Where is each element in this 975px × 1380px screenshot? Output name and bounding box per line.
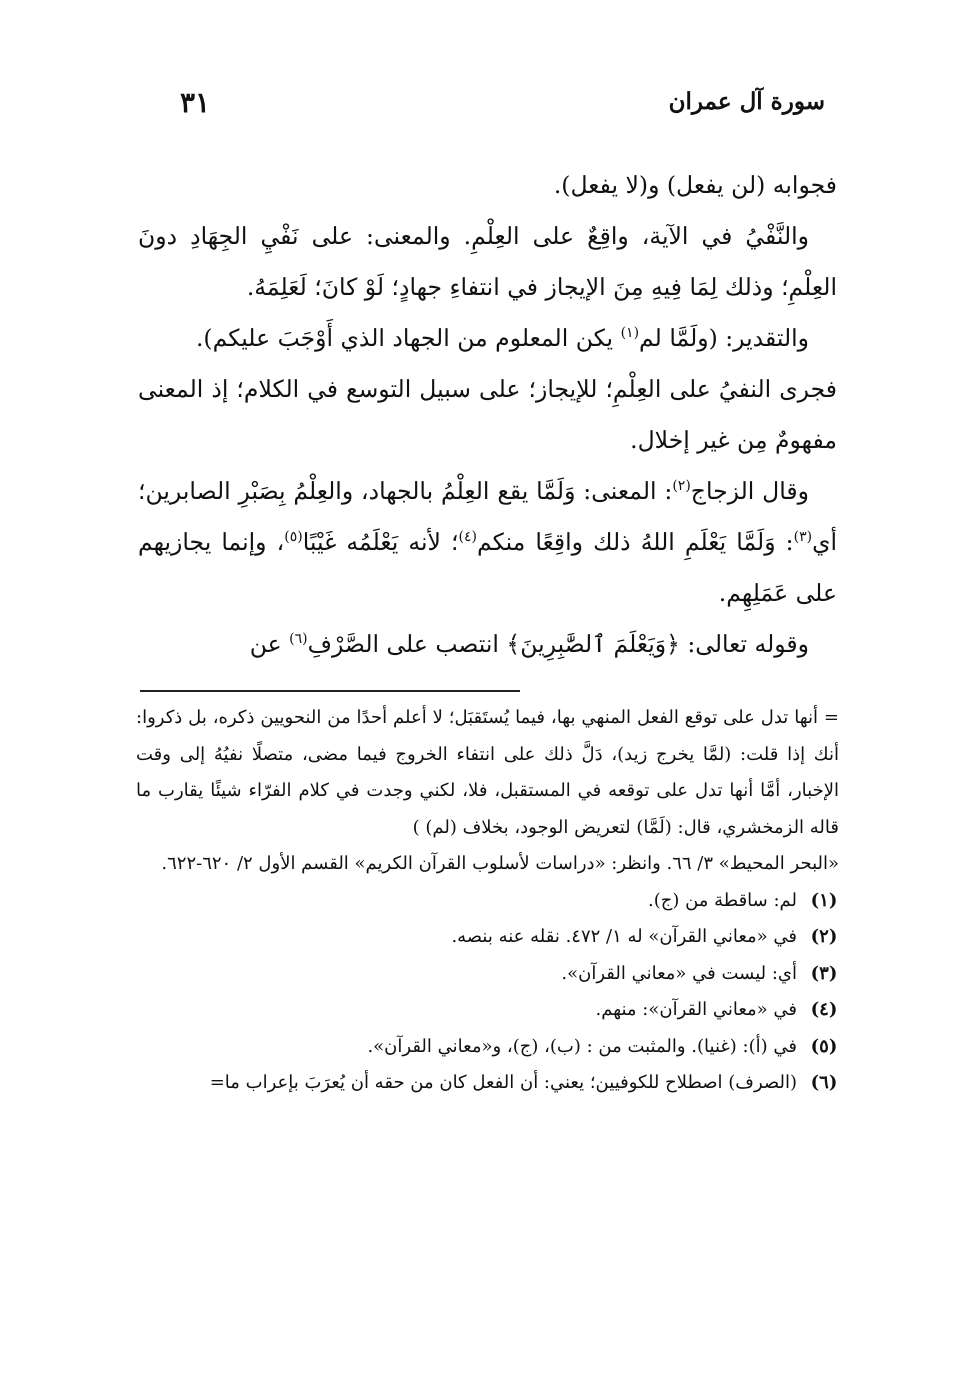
paragraph-5 xyxy=(138,466,837,619)
footnote-ref-1: (١) xyxy=(620,325,640,342)
paragraph-5-text-e: ، وإنما يجازيهم على عَمَلِهِم. xyxy=(138,528,837,607)
footnote-number: (٢) xyxy=(810,926,838,947)
paragraph-1: فجوابه (لن يفعل) و(لا يفعل). xyxy=(553,171,837,199)
footnote-ref-4: (٤) xyxy=(458,529,477,546)
paragraph-6 xyxy=(138,619,837,670)
footnote-text: أي: ليست في «معاني القرآن». xyxy=(561,962,797,984)
footnote-ref-2: (٢) xyxy=(672,478,691,495)
footnote-text: لم: ساقطة من (ج). xyxy=(647,889,797,911)
footnote-ref-5: (٥) xyxy=(284,529,303,546)
footnote-text: في «معاني القرآن» له ١/ ٤٧٢. نقله عنه بنصه. xyxy=(451,926,797,947)
paragraph-3-text-a: والتقدير: (ولَمَّا لم xyxy=(639,324,809,352)
main-text xyxy=(138,160,837,670)
footnote-text: في «معاني القرآن»: منهم. xyxy=(595,999,797,1020)
footnote-number: (٦) xyxy=(810,1072,838,1093)
paragraph-5-text-d: ؛ لأنه يَعْلَمُه غَيْبًا xyxy=(302,528,459,556)
footnote-number: (٤) xyxy=(810,999,838,1020)
paragraph-4: فجرى النفيُ على العِلْمِ؛ للإيجاز؛ على سبيل التوسع في الكلام؛ إذ المعنى مفهومٌ مِن غير إخلال. xyxy=(138,375,837,454)
page-number: ٣١ xyxy=(180,86,211,119)
footnote-item xyxy=(136,956,839,993)
footnote-item xyxy=(136,1029,839,1066)
footnote-reference: «البحر المحيط» ٣/ ٦٦. وانظر: «دراسات لأسلوب القرآن الكريم» القسم الأول ٢/ ٦٢٠-٦٢٢. xyxy=(161,853,839,874)
footnote-number: (٣) xyxy=(810,962,838,984)
footnote-ref-6: (٦) xyxy=(289,631,308,648)
paragraph-5-text-c: : وَلَمَّا يَعْلَمِ اللهُ ذلك واقِعًا منكم xyxy=(477,528,794,556)
page-header xyxy=(150,86,825,126)
footnote-item xyxy=(136,919,839,956)
footnote-number: (٥) xyxy=(810,1035,838,1057)
footnotes xyxy=(136,700,839,1102)
footnote-text: في (أ): (غنيا). والمثبت من : (ب)، (ج)، و«معاني القرآن». xyxy=(367,1035,797,1057)
footnote-divider xyxy=(140,690,520,692)
footnote-item xyxy=(136,1065,839,1102)
footnote-item xyxy=(136,992,839,1029)
paragraph-2: والنَّفْيُ في الآية، واقِعٌ على العِلْمِ. والمعنى: على نَفْيِ الجِهَادِ دونَ العِلْمِ؛ وذلك لِمَا فِيهِ مِنَ الإيجاز في انتفاءِ جهادٍ؛ لَوْ كانَ؛ لَعَلِمَهُ. xyxy=(138,222,837,301)
paragraph-6-text-a: وقوله تعالى: ﴿وَيَعْلَمَ ٱلصَّٰبِرِينَ﴾ انتصب على الصَّرْفِ xyxy=(307,630,809,658)
surah-title: سورة آل عمران xyxy=(668,88,825,115)
paragraph-3 xyxy=(138,313,837,364)
paragraph-6-text-b: عن xyxy=(249,630,290,658)
footnote-text: (الصرف) اصطلاح للكوفيين؛ يعني: أن الفعل كان من حقه أن يُعرَبَ بإعراب ما= xyxy=(209,1072,797,1093)
paragraph-3-text-b: يكن المعلوم من الجهاد الذي أَوْجَبَ عليكم). xyxy=(195,324,621,352)
footnote-number: (١) xyxy=(810,889,838,911)
footnote-item xyxy=(136,883,839,920)
footnote-continuation: = أنها تدل على توقع الفعل المنهي بها، فيما يُستَقبَل؛ لا أعلم أحدًا من النحويين ذكره، بل ذكروا: أنك إذا قلت: (لمَّا يخرج زيد)، دَلَّ ذلك على انتفاء الخروج فيما مضى، متصلًا نفيُهُ إلى وقت الإخبار، أمَّا أنها تدل على توقعه في المستقبل، فلا، لكني وجدت في كلام الفرّاء شيئًا يقارب ما قاله الزمخشري، قال: (لَمَّا) لتعريض الوجود، بخلاف (لم) ) xyxy=(136,707,839,838)
paragraph-5-text-a: وقال الزجاج xyxy=(690,477,809,505)
paragraph-5-text-b: : المعنى: وَلَمَّا يقع العِلْمُ بالجهاد، والعِلْمُ بِصَبْرِ الصابرين؛ أي xyxy=(138,477,837,556)
footnote-ref-3: (٣) xyxy=(793,529,813,546)
